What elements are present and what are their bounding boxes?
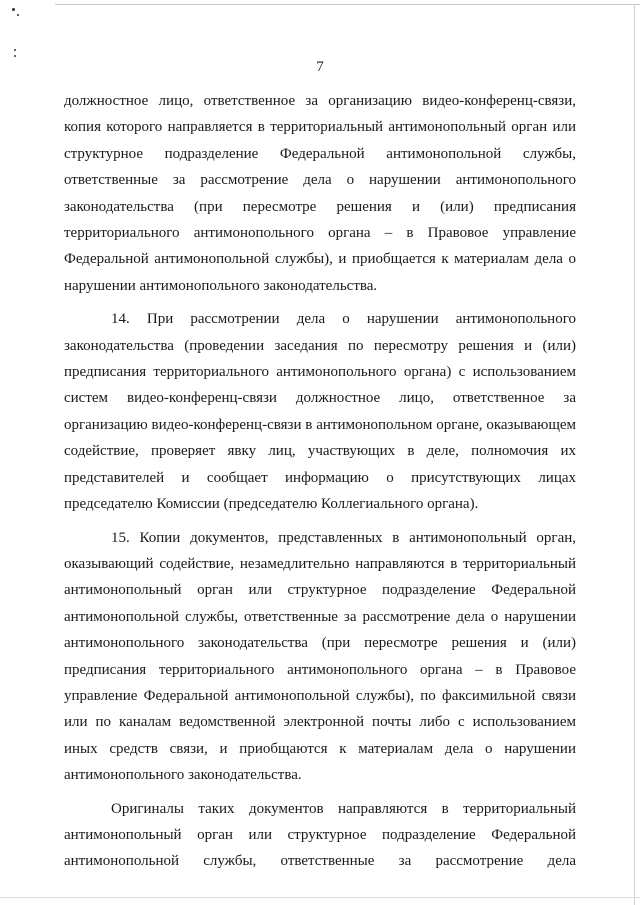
text-line: должностное лицо, ответственное за организацию видео-конференц-связи, bbox=[64, 93, 576, 109]
paragraph-14 bbox=[64, 306, 576, 517]
scan-speck bbox=[12, 8, 15, 11]
text-line: оказывающий содействие, незамедлительно направляются в территориальный bbox=[64, 555, 576, 572]
text-line: о нарушении антимонопольного законодательства (при пересмотре решения bbox=[64, 608, 577, 652]
text-line: полномочия их представителей и сообщает информацию о присутствующих bbox=[64, 443, 576, 486]
text-line: антимонопольный орган или структурное подразделение Федеральной bbox=[64, 826, 576, 843]
paragraph-15 bbox=[64, 525, 576, 789]
text-line: ответственные за рассмотрение дела о нарушении антимонопольного bbox=[64, 172, 576, 189]
text-line: копия которого направляется в территориальный антимонопольный орган или bbox=[64, 119, 576, 136]
paragraph-continuation bbox=[64, 88, 576, 299]
scan-speck bbox=[14, 49, 16, 51]
page-number: 7 bbox=[316, 59, 324, 75]
text-line: систем видео-конференц-связи должностное лицо, ответственное bbox=[64, 390, 545, 407]
scan-top-edge bbox=[55, 4, 640, 5]
text-line: антимонопольного законодательства. bbox=[64, 767, 302, 784]
scan-right-edge bbox=[634, 4, 635, 905]
text-line: предписания территориального антимонопольного органа) с использованием bbox=[64, 364, 576, 381]
paragraph-originals bbox=[64, 796, 576, 875]
text-line: 14. При рассмотрении дела о нарушении антимонопольного bbox=[111, 311, 576, 328]
text-line: законодательства (проведении заседания по пересмотру решения и (или) bbox=[64, 337, 576, 354]
text-line: и (или) предписания территориального антимонопольного органа – в Правовое bbox=[64, 635, 576, 678]
text-line: оказывающем содействие, проверяет явку лиц, участвующих в деле, bbox=[64, 416, 577, 460]
scan-speck bbox=[14, 55, 16, 57]
text-line: антимонопольной службы, ответственные за рассмотрение дела bbox=[64, 853, 576, 870]
text-line: Федеральной антимонопольной службы), и приобщается bbox=[64, 251, 436, 268]
text-line: Оригиналы таких документов направляются в территориальный bbox=[111, 800, 576, 817]
text-line: антимонопольный орган или структурное подразделение Федеральной bbox=[64, 582, 576, 599]
text-line: средств связи, и приобщаются к материалам дела о нарушении bbox=[109, 740, 576, 757]
scan-speck bbox=[17, 14, 19, 16]
text-line: к материалам дела о нарушении антимонопольного законодательства. bbox=[64, 251, 576, 294]
text-line: управление Федеральной антимонопольной службы), по факсимильной связи bbox=[64, 687, 576, 704]
text-line: антимонопольной службы, ответственные за рассмотрение дела bbox=[64, 608, 485, 625]
text-line: структурное подразделение Федеральной антимонопольной службы, bbox=[64, 145, 576, 162]
text-line: 15. Копии документов, представленных в антимонопольный орган, bbox=[111, 529, 576, 546]
text-line: законодательства (при пересмотре решения и (или) предписания bbox=[64, 198, 576, 215]
text-line: лицах председателю Комиссии (председателю Коллегиального органа). bbox=[64, 469, 577, 513]
text-line: или по каналам ведомственной электронной почты либо с использованием иных bbox=[64, 714, 576, 757]
text-line: за организацию видео-конференц-связи в антимонопольном органе, bbox=[64, 390, 577, 433]
scan-bottom-edge bbox=[0, 897, 640, 898]
body-text bbox=[64, 88, 576, 875]
text-line: территориального антимонопольного органа – в Правовое управление bbox=[64, 225, 576, 242]
